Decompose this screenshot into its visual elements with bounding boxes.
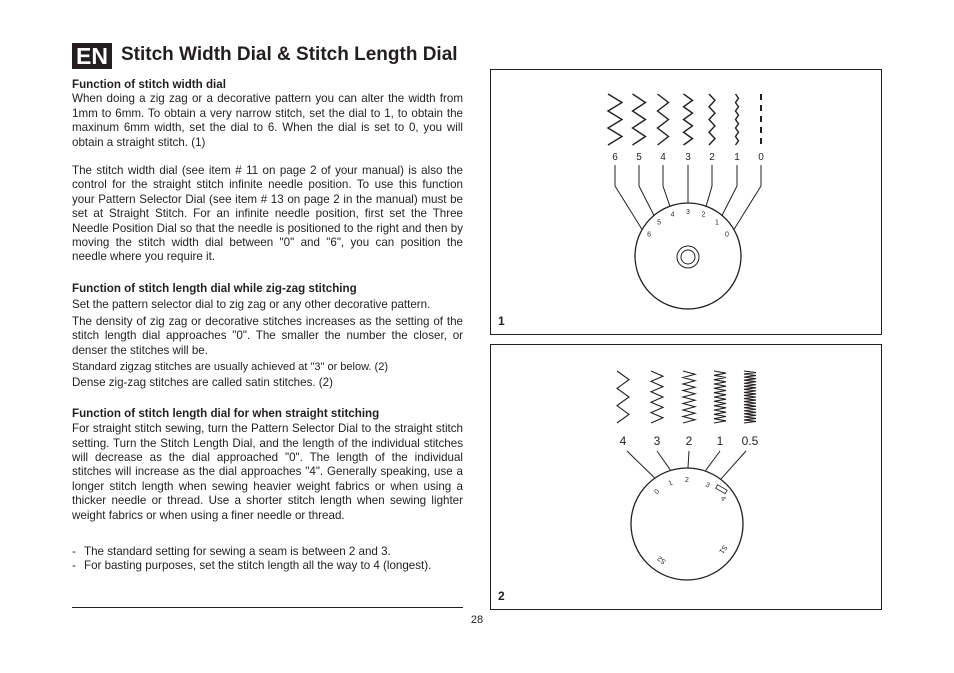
stitch-pattern	[714, 371, 726, 423]
dial-number: S2	[656, 554, 668, 565]
dial-number: 0	[653, 488, 662, 497]
pointer-line	[627, 451, 655, 478]
dial-knob-outer	[677, 246, 699, 268]
dial-number: 6	[647, 231, 651, 239]
width-dial-illustration	[491, 70, 883, 336]
length-label: 4	[619, 434, 627, 448]
bullet-text: The standard setting for sewing a seam is between 2 and 3.	[84, 544, 391, 558]
dial-number: 0	[725, 231, 729, 239]
pointer-line	[722, 165, 737, 215]
stitch-pattern	[658, 94, 669, 145]
figure-stitch-width-dial	[490, 69, 882, 335]
paragraph: Dense zig-zag stitches are called satin stitches. (2)	[72, 376, 333, 390]
dial-number: 1	[714, 219, 719, 227]
stitch-pattern	[683, 371, 695, 423]
dial-number: S1	[717, 543, 728, 555]
section-heading: Function of stitch width dial	[72, 78, 226, 91]
stitch-pattern	[744, 371, 756, 423]
bullet-item: - The standard setting for sewing a seam is between 2 and 3.	[72, 544, 391, 558]
pointer-line	[657, 451, 671, 470]
width-label: 4	[660, 152, 666, 163]
figure-number: 1	[498, 314, 505, 328]
stitch-pattern	[633, 94, 646, 145]
dial-number: 3	[704, 481, 711, 490]
stitch-pattern	[608, 94, 622, 145]
dial-number: 5	[657, 219, 662, 227]
paragraph: Standard zigzag stitches are usually achieved at "3" or below. (2)	[72, 360, 388, 373]
width-label: 5	[636, 152, 642, 163]
pointer-line	[615, 165, 642, 230]
satin-mark-icon	[716, 485, 728, 494]
bullet-item: - For basting purposes, set the stitch length all the way to 4 (longest).	[72, 559, 432, 573]
paragraph: When doing a zig zag or a decorative pattern you can alter the width from 1mm to 6mm. To obtain a very narrow stitch, set the dial to 1, to obtain the maxinum 6mm width, set the dial to 6. When the dial is set to 0, you will obtain a straight stitch. (1)	[72, 92, 463, 149]
pointer-line	[639, 165, 654, 215]
dial-number: 2	[701, 211, 706, 219]
paragraph: Set the pattern selector dial to zig zag or any other decorative pattern.	[72, 298, 431, 312]
stitch-pattern	[736, 94, 739, 145]
width-label: 2	[709, 152, 715, 163]
width-label: 0	[758, 152, 764, 163]
language-badge: EN	[72, 43, 112, 69]
pointer-line	[721, 451, 746, 479]
dial-number: 4	[670, 211, 675, 219]
pointer-line	[688, 451, 689, 468]
width-label: 6	[612, 152, 618, 163]
width-label: 3	[685, 152, 691, 163]
pointer-line	[706, 165, 712, 206]
section-heading: Function of stitch length dial while zig-zag stitching	[72, 281, 357, 295]
paragraph: The density of zig zag or decorative stitches increases as the setting of the stitch length dial approaches "0". The smaller the number the closer, or denser the stitches will be.	[72, 314, 463, 357]
dial-knob-inner	[681, 250, 695, 264]
length-label: 2	[685, 434, 693, 448]
page-title: Stitch Width Dial & Stitch Length Dial	[121, 44, 458, 65]
figure-stitch-length-dial	[490, 344, 882, 610]
stitch-pattern	[684, 94, 693, 145]
pointer-line	[663, 165, 670, 206]
stitch-pattern	[651, 371, 663, 423]
dial-circle	[635, 203, 741, 309]
width-label: 1	[734, 152, 740, 163]
dial-number: 3	[686, 209, 690, 216]
page-number: 28	[470, 614, 484, 626]
pointer-line	[705, 451, 720, 471]
stitch-pattern	[617, 371, 629, 423]
length-label: 3	[653, 434, 661, 448]
dial-number: 1	[667, 479, 674, 488]
length-label: 0.5	[741, 434, 759, 448]
section-heading: Function of stitch length dial for when straight stitching	[72, 406, 380, 420]
divider	[72, 607, 463, 608]
paragraph: For straight stitch sewing, turn the Pattern Selector Dial to the straight stitch setting. Turn the Stitch Length Dial, and the length of the individual stitches will decrease as the dial approached "0". The length of the individual stitches will increase as the dial approaches "4". Generally speaking, use a longer stitch length when sewing heavier weight fabrics or when using a thicker needle or thread. Use a shorter stitch length when sewing lighter weight fabrics or when using a finer needle or thread.	[72, 422, 463, 522]
dial-number: 2	[685, 477, 689, 484]
length-dial-illustration	[491, 345, 883, 611]
dial-circle	[631, 468, 743, 580]
pointer-line	[734, 165, 761, 230]
figure-number: 2	[498, 589, 505, 603]
paragraph: The stitch width dial (see item # 11 on page 2 of your manual) is also the control for the straight stitch infinite needle position. To use this function your Pattern Selector Dial (see item # 13 on page 2 in the manual) must be set at Straight Stitch. For an infinite needle position, first set the Three Needle Position Dial so that the needle is positioned to the right and then by moving the stitch width dial between "0" and "6", you can position the needle where you require it.	[72, 164, 463, 264]
dial-number: 4	[718, 495, 727, 503]
length-label: 1	[716, 434, 724, 448]
stitch-pattern	[709, 94, 715, 145]
text-column	[72, 78, 463, 574]
bullet-text: For basting purposes, set the stitch length all the way to 4 (longest).	[84, 559, 432, 573]
